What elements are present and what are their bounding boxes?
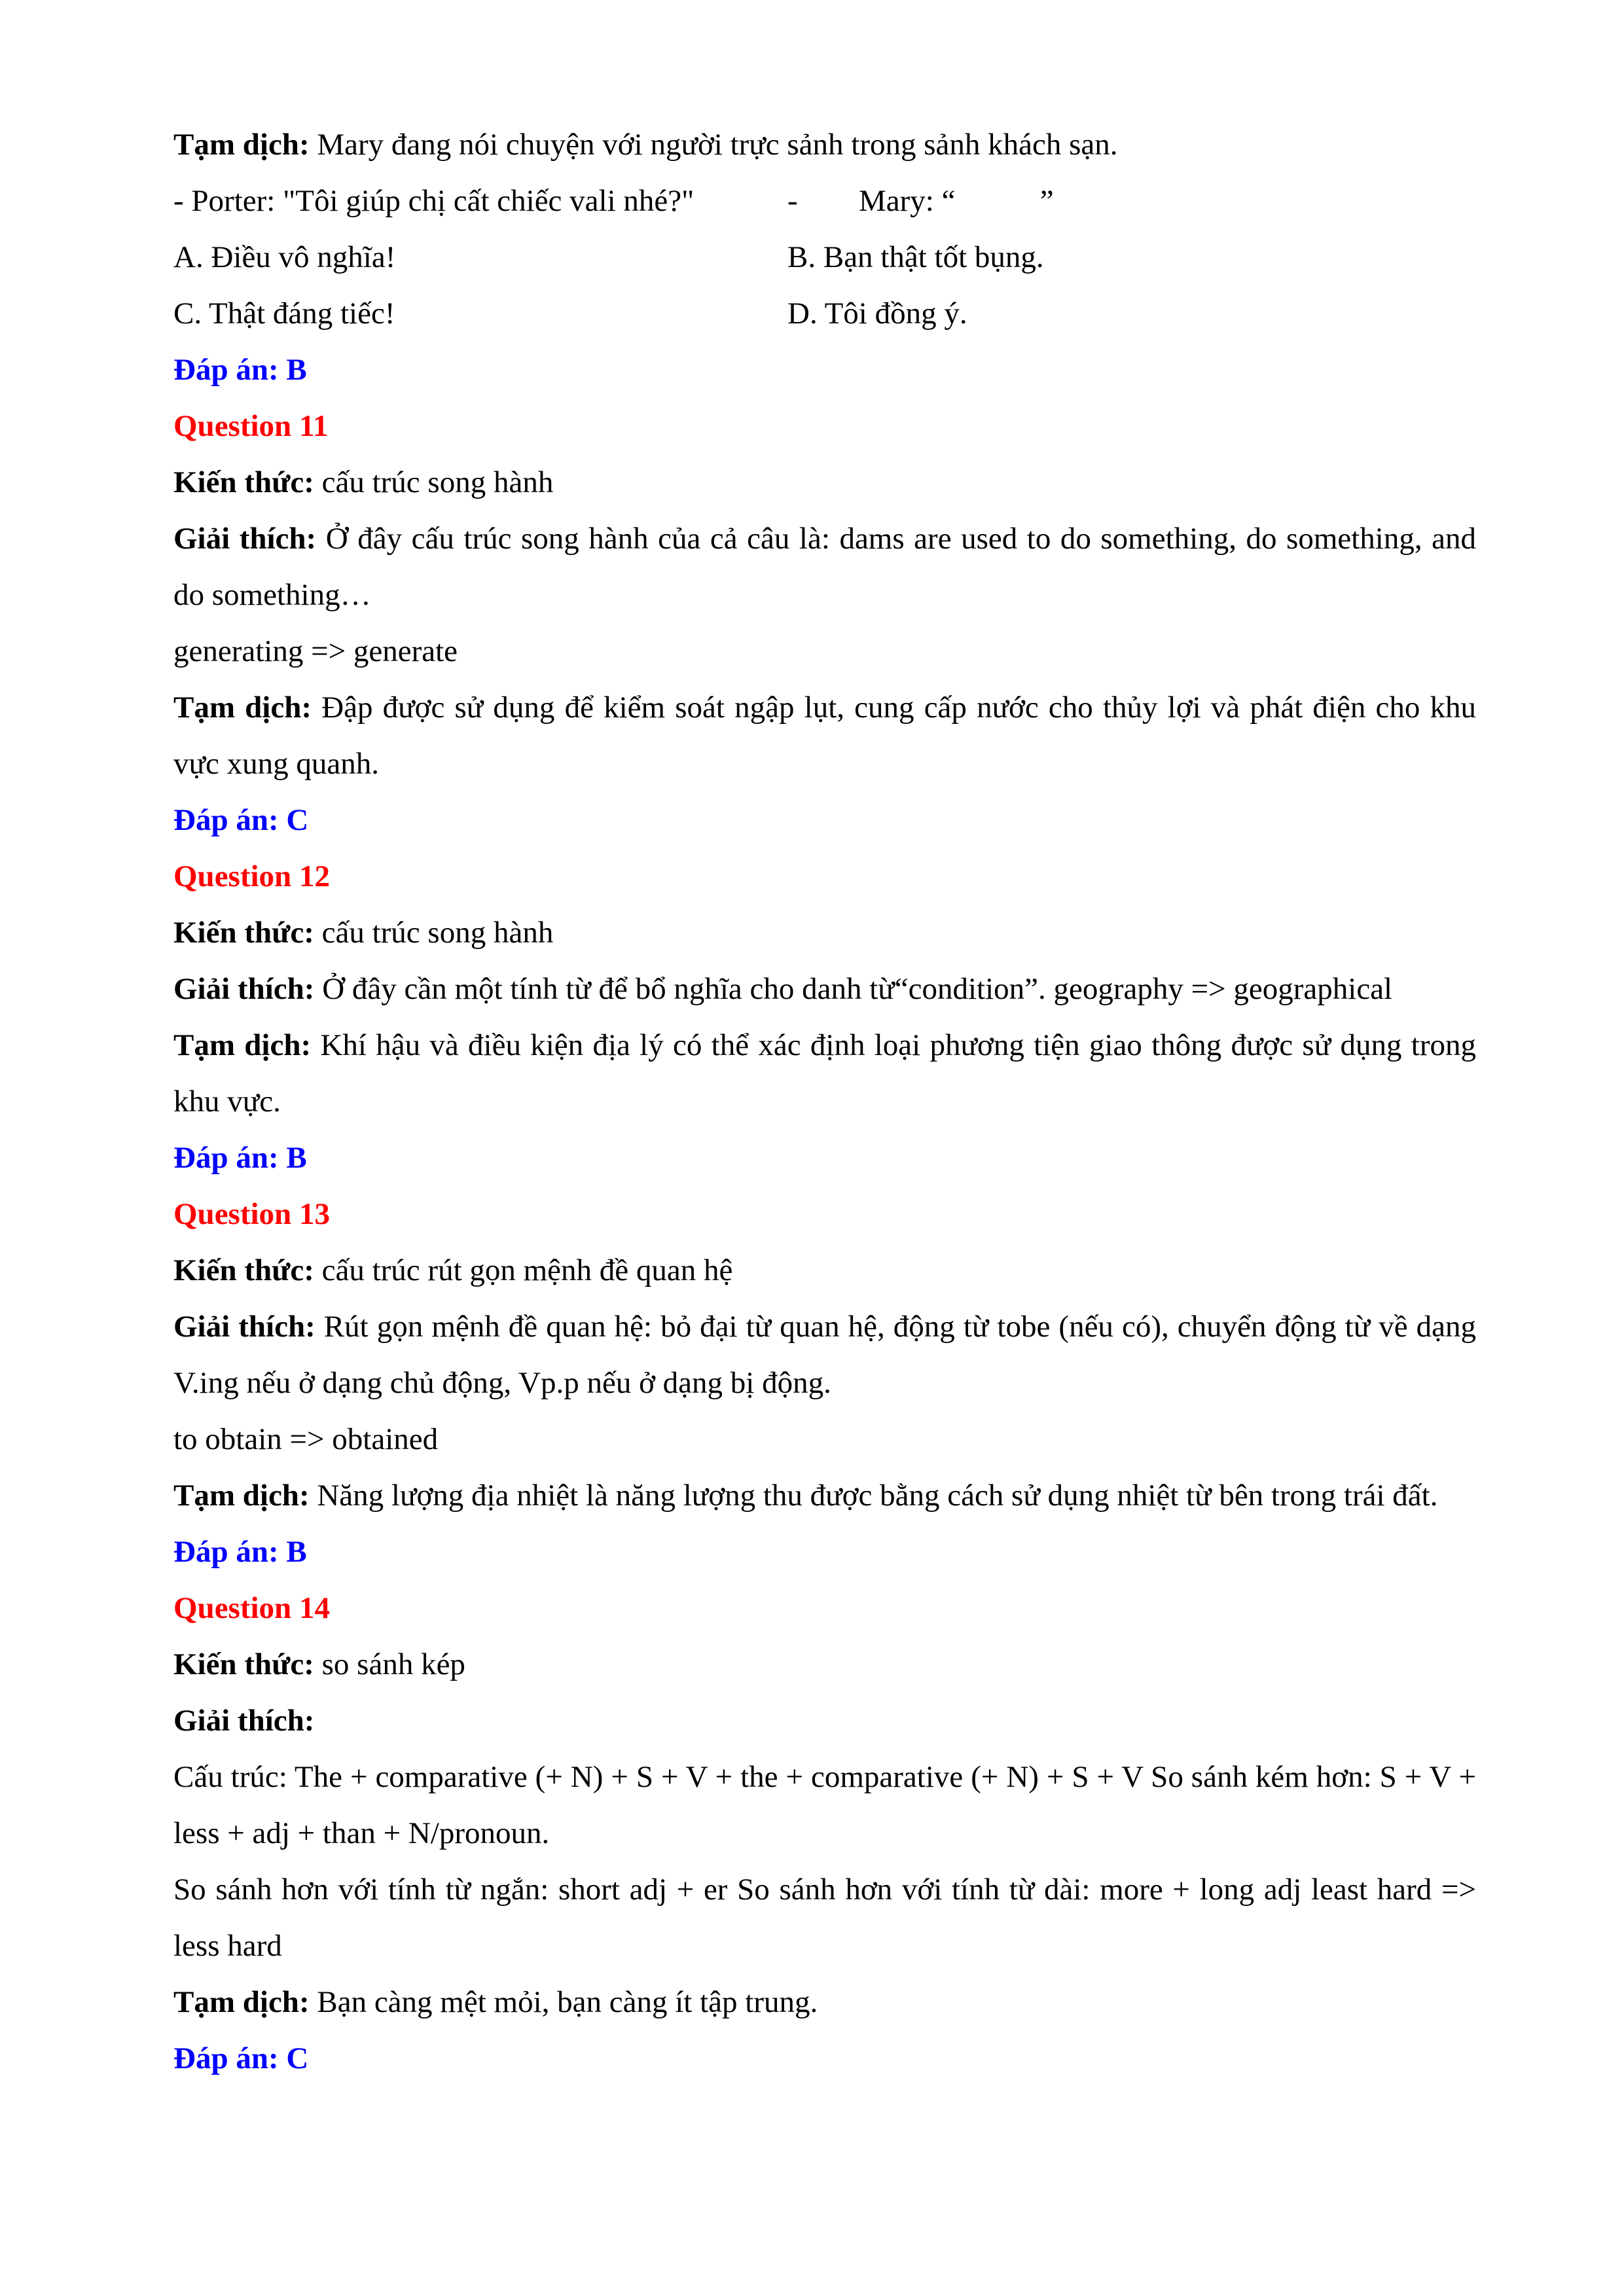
knowledge-label: Kiến thức: bbox=[173, 1253, 314, 1287]
q11-knowledge bbox=[173, 454, 1476, 511]
q12-knowledge bbox=[173, 905, 1476, 961]
q11-explanation bbox=[173, 511, 1476, 623]
q10-options-row-1 bbox=[173, 229, 1476, 285]
q12-explanation bbox=[173, 961, 1476, 1017]
q13-fix: to obtain => obtained bbox=[173, 1422, 439, 1456]
knowledge-label: Kiến thức: bbox=[173, 916, 314, 950]
q14-knowledge-text: so sánh kép bbox=[321, 1647, 465, 1681]
q10-answer: Đáp án: B bbox=[173, 353, 307, 387]
translation-label: Tạm dịch: bbox=[173, 128, 310, 162]
q13-translation-text: Năng lượng địa nhiệt là năng lượng thu được bằng cách sử dụng nhiệt từ bên trong trái đất. bbox=[317, 1479, 1438, 1513]
translation-label: Tạm dịch: bbox=[173, 1028, 312, 1062]
q11-fix: generating => generate bbox=[173, 634, 458, 668]
q12-translation bbox=[173, 1017, 1476, 1130]
q10-translation-text: Mary đang nói chuyện với người trực sảnh trong sảnh khách sạn. bbox=[317, 128, 1118, 162]
q10-option-c: C. Thật đáng tiếc! bbox=[173, 296, 395, 331]
q11-answer: Đáp án: C bbox=[173, 803, 309, 837]
q14-rule: So sánh hơn với tính từ ngắn: short adj + er So sánh hơn với tính từ dài: more + long adj least hard => less hard bbox=[173, 1873, 1476, 1963]
q12-answer: Đáp án: B bbox=[173, 1141, 307, 1175]
explanation-label: Giải thích: bbox=[173, 522, 317, 556]
q12-translation-text: Khí hậu và điều kiện địa lý có thể xác định loại phương tiện giao thông được sử dụng trong khu vực. bbox=[173, 1028, 1476, 1119]
q14-structure: Cấu trúc: The + comparative (+ N) + S + V + the + comparative (+ N) + S + V So sánh kém hơn: S + V + less + adj + than + N/pronoun. bbox=[173, 1760, 1476, 1850]
q13-knowledge bbox=[173, 1242, 1476, 1299]
q11-title: Question 11 bbox=[173, 409, 329, 443]
q12-explanation-text: Ở đây cần một tính từ để bổ nghĩa cho danh từ“condition”. geography => geographical bbox=[322, 972, 1393, 1006]
q10-dash: - bbox=[787, 184, 798, 218]
q13-answer: Đáp án: B bbox=[173, 1535, 307, 1569]
q13-explanation-text: Rút gọn mệnh đề quan hệ: bỏ đại từ quan hệ, động từ tobe (nếu có), chuyển động từ về dạng V.ing nếu ở dạng chủ động, Vp.p nếu ở dạng bị động. bbox=[173, 1310, 1476, 1400]
q14-answer: Đáp án: C bbox=[173, 2041, 309, 2075]
q13-title: Question 13 bbox=[173, 1197, 330, 1231]
explanation-label: Giải thích: bbox=[173, 972, 315, 1006]
knowledge-label: Kiến thức: bbox=[173, 465, 314, 499]
q10-option-b: B. Bạn thật tốt bụng. bbox=[787, 240, 1044, 274]
q13-knowledge-text: cấu trúc rút gọn mệnh đề quan hệ bbox=[321, 1253, 733, 1287]
q12-knowledge-text: cấu trúc song hành bbox=[321, 916, 554, 950]
q10-option-d: D. Tôi đồng ý. bbox=[787, 296, 967, 331]
q14-translation bbox=[173, 1974, 1476, 2030]
translation-label: Tạm dịch: bbox=[173, 1479, 310, 1513]
q10-translation bbox=[173, 117, 1476, 173]
q10-options-row-2 bbox=[173, 285, 1476, 342]
q10-dialogue bbox=[173, 173, 1476, 229]
q10-porter-line: - Porter: "Tôi giúp chị cất chiếc vali nhé?" bbox=[173, 184, 695, 218]
q10-mary-line: Mary: “ ” bbox=[859, 184, 1054, 218]
document-page bbox=[173, 117, 1476, 2087]
q11-knowledge-text: cấu trúc song hành bbox=[321, 465, 554, 499]
q12-title: Question 12 bbox=[173, 859, 330, 893]
translation-label: Tạm dịch: bbox=[173, 1985, 310, 2019]
q13-translation bbox=[173, 1467, 1476, 1524]
q14-title: Question 14 bbox=[173, 1591, 330, 1625]
q14-translation-text: Bạn càng mệt mỏi, bạn càng ít tập trung. bbox=[317, 1985, 818, 2019]
q11-explanation-text: Ở đây cấu trúc song hành của cả câu là: dams are used to do something, do something, and do something… bbox=[173, 522, 1476, 612]
q11-translation-text: Đập được sử dụng để kiểm soát ngập lụt, cung cấp nước cho thủy lợi và phát điện cho khu vực xung quanh. bbox=[173, 691, 1477, 781]
explanation-label: Giải thích: bbox=[173, 1310, 316, 1344]
translation-label: Tạm dịch: bbox=[173, 691, 312, 725]
q14-knowledge bbox=[173, 1636, 1476, 1693]
q11-translation bbox=[173, 679, 1476, 792]
q10-option-a: A. Điều vô nghĩa! bbox=[173, 240, 396, 274]
q13-explanation bbox=[173, 1299, 1476, 1411]
knowledge-label: Kiến thức: bbox=[173, 1647, 314, 1681]
q14-explanation-label: Giải thích: bbox=[173, 1704, 315, 1738]
